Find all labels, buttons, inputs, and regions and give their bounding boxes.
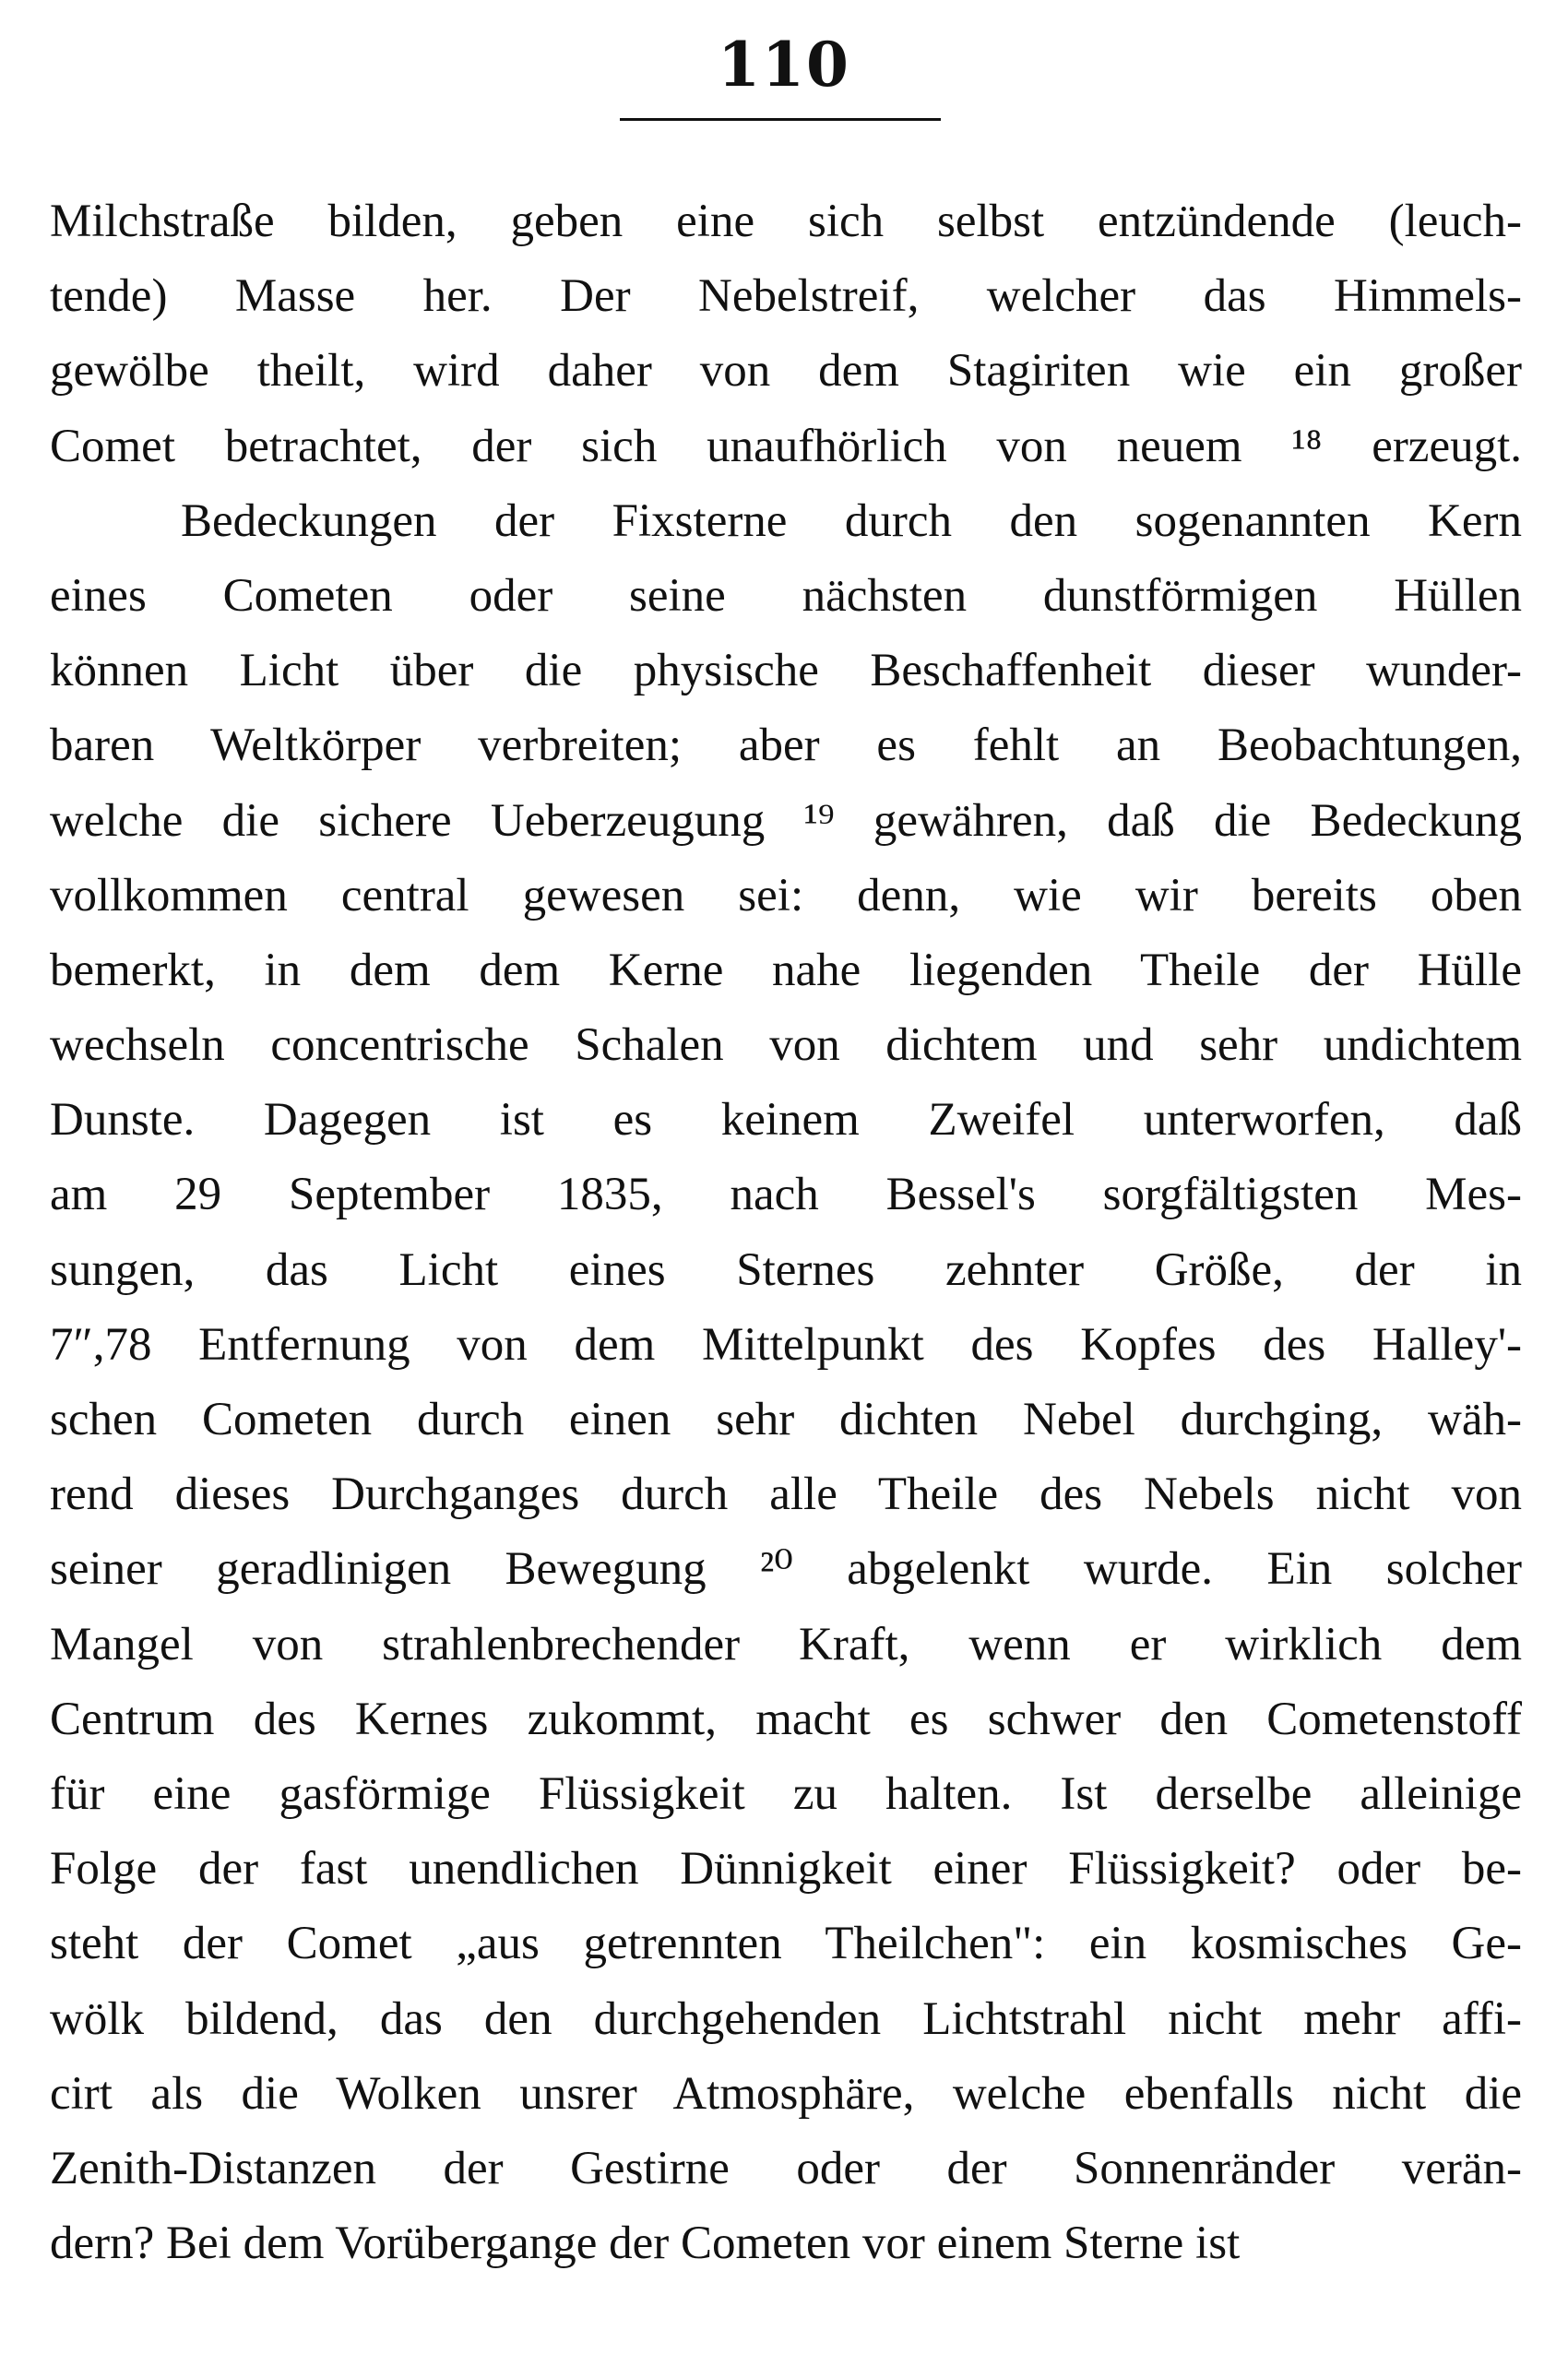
text-line: Centrum des Kernes zukommt, macht es schwer den Cometenstoff (50, 1693, 1522, 1745)
text-line: baren Weltkörper verbreiten; aber es fehlt an Beobachtungen, (50, 719, 1522, 772)
text-line: bemerkt, in dem dem Kerne nahe liegenden Theile der Hülle (50, 944, 1522, 996)
text-line: steht der Comet „aus getrennten Theilchen": ein kosmisches Ge- (50, 1918, 1522, 1970)
text-line: vollkommen central gewesen sei: denn, wie wir bereits oben (50, 869, 1522, 921)
text-line: sungen, das Licht eines Sternes zehnter Größe, der in (50, 1243, 1522, 1296)
text-line: Zenith-Distanzen der Gestirne oder der Sonnenränder verän- (50, 2142, 1522, 2194)
text-line: Bedeckungen der Fixsterne durch den sogenannten Kern (181, 494, 1522, 547)
text-line: für eine gasförmige Flüssigkeit zu halten. Ist derselbe alleinige (50, 1767, 1522, 1820)
text-line: welche die sichere Ueberzeugung ¹⁹ gewähren, daß die Bedeckung (50, 794, 1522, 847)
header-rule (620, 118, 941, 121)
text-line: wölk bildend, das den durchgehenden Lichtstrahl nicht mehr affi- (50, 1992, 1522, 2045)
text-line: rend dieses Durchganges durch alle Theile des Nebels nicht von (50, 1468, 1522, 1521)
text-line: am 29 September 1835, nach Bessel's sorgfältigsten Mes- (50, 1169, 1522, 1221)
text-line: schen Cometen durch einen sehr dichten Nebel durchging, wäh- (50, 1394, 1522, 1445)
text-line: Milchstraße bilden, geben eine sich selbst entzündende (leuch- (50, 196, 1522, 247)
text-line: Comet betrachtet, der sich unaufhörlich von neuem ¹⁸ erzeugt. (50, 420, 1522, 472)
text-line: dern? Bei dem Vorübergange der Cometen vor einem Sterne ist (50, 2217, 1241, 2270)
text-line: cirt als die Wolken unsrer Atmosphäre, welche ebenfalls nicht die (50, 2067, 1522, 2120)
text-line: Folge der fast unendlichen Dünnigkeit einer Flüssigkeit? oder be- (50, 1843, 1522, 1896)
text-line: eines Cometen oder seine nächsten dunstförmigen Hüllen (50, 569, 1522, 622)
text-line: können Licht über die physische Beschaffenheit dieser wunder- (50, 645, 1522, 697)
text-line: gewölbe theilt, wird daher von dem Stagiriten wie ein großer (50, 345, 1522, 398)
text-line: tende) Masse her. Der Nebelstreif, welcher das Himmels- (50, 270, 1522, 323)
text-line: 7″,78 Entfernung von dem Mittelpunkt des Kopfes des Halley'- (50, 1318, 1522, 1371)
text-line: Dunste. Dagegen ist es keinem Zweifel unterworfen, daß (50, 1094, 1522, 1147)
text-line: seiner geradlinigen Bewegung ²⁰ abgelenkt wurde. Ein solcher (50, 1543, 1522, 1596)
text-line: Mangel von strahlenbrechender Kraft, wenn er wirklich dem (50, 1618, 1522, 1670)
body-text (50, 184, 1522, 2281)
text-line: wechseln concentrische Schalen von dichtem und sehr undichtem (50, 1019, 1522, 1072)
page-number: 110 (718, 29, 850, 101)
